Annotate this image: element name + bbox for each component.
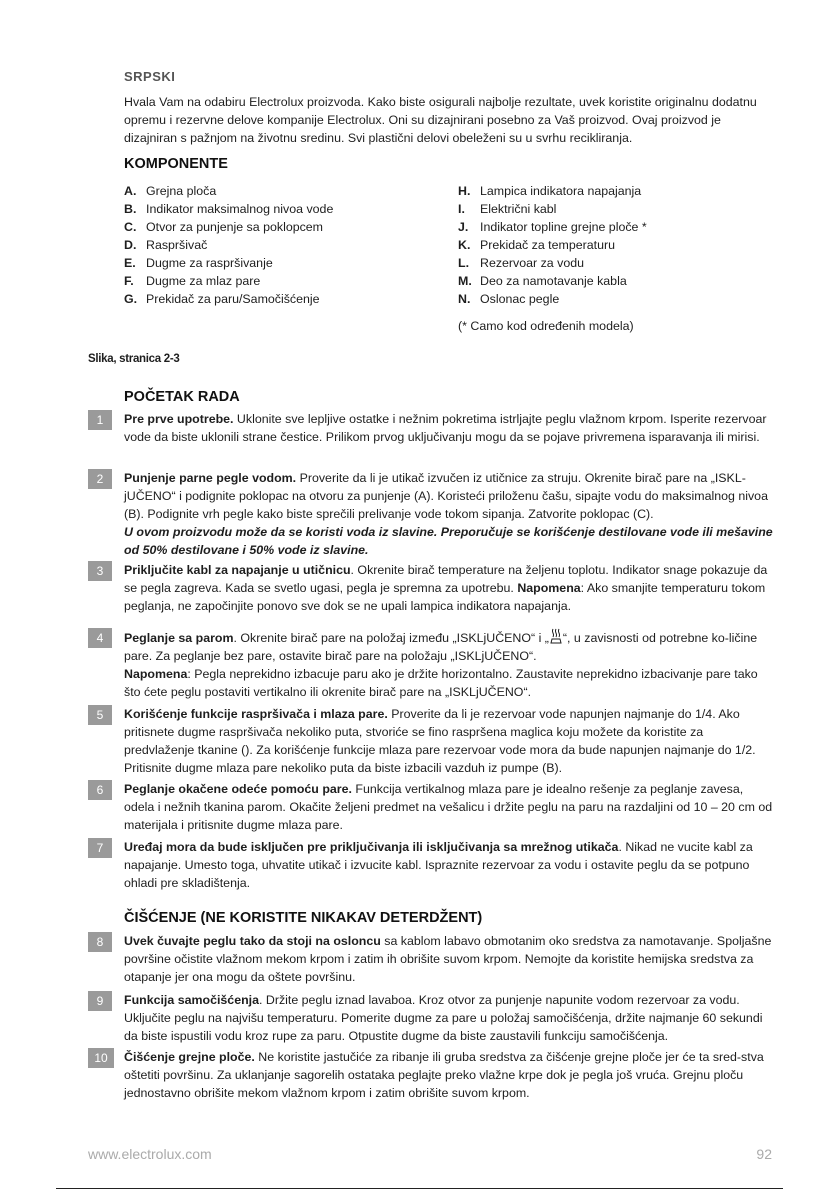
step-number: 2 bbox=[88, 469, 112, 489]
component-item: I. Električni kabl bbox=[458, 202, 557, 216]
intro-paragraph: Hvala Vam na odabiru Electrolux proizvoda. Kako biste osigurali najbolje rezultate, uvek koristite originalnu dodatnu opremu i rezervne delove kompanije Electrolux. Oni su dizajnirani posebno za Vaš proizvod. Ovaj proizvod je dizajniran s pažnjom na životnu sredinu. Svi plastični delovi obeleženi su u svrhu recikliranja. bbox=[124, 95, 757, 145]
figure-reference: Slika, stranica 2-3 bbox=[88, 353, 180, 365]
component-item: K. Prekidač za temperaturu bbox=[458, 238, 615, 252]
step-4: 4 Peglanje sa parom. Okrenite birač pare na položaj između „ISKLjUČENO“ i „ “, u zavisnosti od potrebne ko-ličine pare. Za peglanje bez pare, ostavite birač pare na položaju „ISKLjUČENO“. Napomena: Pegla neprekidno izbacuje paru ako je držite horizontalno. Zaustavite neprekidno izbacivanje pare tako što ćete peglu postaviti vertikalno ili okrenite birač pare na „ISKLjUČENO“. bbox=[88, 628, 778, 701]
component-item: M. Deo za namotavanje kabla bbox=[458, 274, 627, 288]
step-3: 3 Priključite kabl za napajanje u utičnicu. Okrenite birač temperature na željenu toplotu. Indikator snage pokazuje da se pegla zagreva. Kada se svetlo ugasi, pegla je spremna za upotrebu. Napomena: Ako smanjite temperaturu tokom peglanja, ne započinjite ponovo sve dok se ne upali lampica indikatora napajanja. bbox=[88, 561, 778, 615]
component-item: J. Indikator topline grejne ploče * bbox=[458, 220, 647, 234]
component-item: G. Prekidač za paru/Samočišćenje bbox=[124, 292, 320, 306]
components-list-left bbox=[124, 182, 454, 308]
component-item: B. Indikator maksimalnog nivoa vode bbox=[124, 202, 334, 216]
step-8: 8 Uvek čuvajte peglu tako da stoji na osloncu sa kablom labavo obmotanim oko sredstva za namotavanje. Spoljašne površine očistite vlažnom mekom krpom i zatim ih obrišite suvom krpom. Nemojte da koristite hemijska sredstva za otapanje jer ona mogu da oštete površinu. bbox=[88, 932, 778, 986]
steam-icon bbox=[549, 628, 563, 644]
component-item: D. Raspršivač bbox=[124, 238, 208, 252]
page-number: 92 bbox=[756, 1146, 772, 1162]
step-number: 10 bbox=[88, 1048, 114, 1068]
step-1: 1 Pre prve upotrebe. Uklonite sve lepljive ostatke i nežnim pokretima istrljajte peglu vlažnom krpom. Isperite rezervoar vode da biste uklonili strane čestice. Prilikom prvog uključivanju mogu da se pojave privremena isparavanja ili mirisi. bbox=[88, 410, 778, 446]
component-item: F. Dugme za mlaz pare bbox=[124, 274, 261, 288]
step-10: 10 Čišćenje grejne ploče. Ne koristite jastučiće za ribanje ili gruba sredstva za čišćenje grejne ploče jer će ta sred-stva oštetiti površinu. Za uklanjanje sagorelih ostataka peglajte preko vlažne krpe dok je pegla još vruća. Grejnu ploču jednostavno obrišite mekom vlažnom krpom i zatim obrišite suvom krpom. bbox=[88, 1048, 778, 1102]
step-7: 7 Uređaj mora da bude isključen pre priključivanja ili isključivanja sa mrežnog utikača. Nikad ne vucite kabl za napajanje. Umesto toga, uhvatite utikač i izvucite kabl. Ispraznite rezervoar za vodu i ostavite peglu da se potpuno ohladi pre skladištenja. bbox=[88, 838, 778, 892]
step-number: 3 bbox=[88, 561, 112, 581]
footer-divider bbox=[56, 1188, 783, 1189]
step-number: 9 bbox=[88, 991, 112, 1011]
tap-water-note: U ovom proizvodu može da se koristi voda iz slavine. Preporučuje se korišćenje destilovane vode ili mešavine od 50% destilovane i 50% vode iz slavine. bbox=[124, 525, 773, 557]
component-item: H. Lampica indikatora napajanja bbox=[458, 184, 642, 198]
step-5: 5 Korišćenje funkcije raspršivača i mlaza pare. Proverite da li je rezervoar vode napunjen najmanje do 1/4. Ako pritisnete dugme raspršivača nekoliko puta, stvoriće se fino raspršena maglica koju možete da koristite za predvlaženje tkanine (). Za korišćenje funkcije mlaza pare rezervoar vode mora da bude napunjen najmanje do 1/2. Pritisnite dugme mlaza pare nekoliko puta da biste izbacili vazduh iz pumpe (B). bbox=[88, 705, 778, 777]
components-title: KOMPONENTE bbox=[124, 156, 228, 172]
step-number: 6 bbox=[88, 780, 112, 800]
step-number: 5 bbox=[88, 705, 112, 725]
language-heading: SRPSKI bbox=[124, 69, 176, 84]
component-item: E. Dugme za raspršivanje bbox=[124, 256, 273, 270]
models-note: (* Camo kod određenih modela) bbox=[458, 319, 634, 333]
footer-website-link[interactable]: www.electrolux.com bbox=[88, 1146, 212, 1162]
step-6: 6 Peglanje okačene odeće pomoću pare. Funkcija vertikalnog mlaza pare je idealno rešenje za peglanje zavesa, odela i nežnih tkanina parom. Okačite željeni predmet na vešalicu i držite peglu na paru na razdaljini od 10 – 20 cm od materijala i pritisnite dugme mlaza pare. bbox=[88, 780, 778, 834]
component-item: L. Rezervoar za vodu bbox=[458, 256, 584, 270]
components-list-right bbox=[458, 182, 788, 308]
step-number: 4 bbox=[88, 628, 112, 648]
cleaning-title: ČIŠĆENJE (NE KORISTITE NIKAKAV DETERDŽENT) bbox=[124, 910, 483, 926]
step-number: 1 bbox=[88, 410, 112, 430]
step-number: 8 bbox=[88, 932, 112, 952]
step-number: 7 bbox=[88, 838, 112, 858]
start-title: POČETAK RADA bbox=[124, 389, 240, 405]
step-9: 9 Funkcija samočišćenja. Držite peglu iznad lavaboa. Kroz otvor za punjenje napunite vodom rezervoar za vodu. Uključite peglu na najvišu temperaturu. Pomerite dugme za pare u položaj samočišćenja, držite najmanje 60 sekundi da biste ispustili vodu kroz rupe za paru. Otpustite dugme da biste zaustavili funkciju samočišćenja. bbox=[88, 991, 778, 1045]
component-item: C. Otvor za punjenje sa poklopcem bbox=[124, 220, 324, 234]
component-item: A. Grejna ploča bbox=[124, 184, 217, 198]
component-item: N. Oslonac pegle bbox=[458, 292, 560, 306]
step-2: 2 Punjenje parne pegle vodom. Proverite da li je utikač izvučen iz utičnice za struju. Okrenite birač pare na „ISKL-jUČENO“ i podignite poklopac na otvoru za punjenje (A). Koristeći priloženu čašu, sipajte vodu do maksimalnog nivoa (B). Podignite vrh pegle kako biste sprečili prelivanje vode tokom sipanja. Zatvorite poklopac (C). U ovom proizvodu može da se koristi voda iz slavine. Preporučuje se korišćenje destilovane vode ili mešavine od 50% destilovane i 50% vode iz slavine. bbox=[88, 469, 778, 559]
